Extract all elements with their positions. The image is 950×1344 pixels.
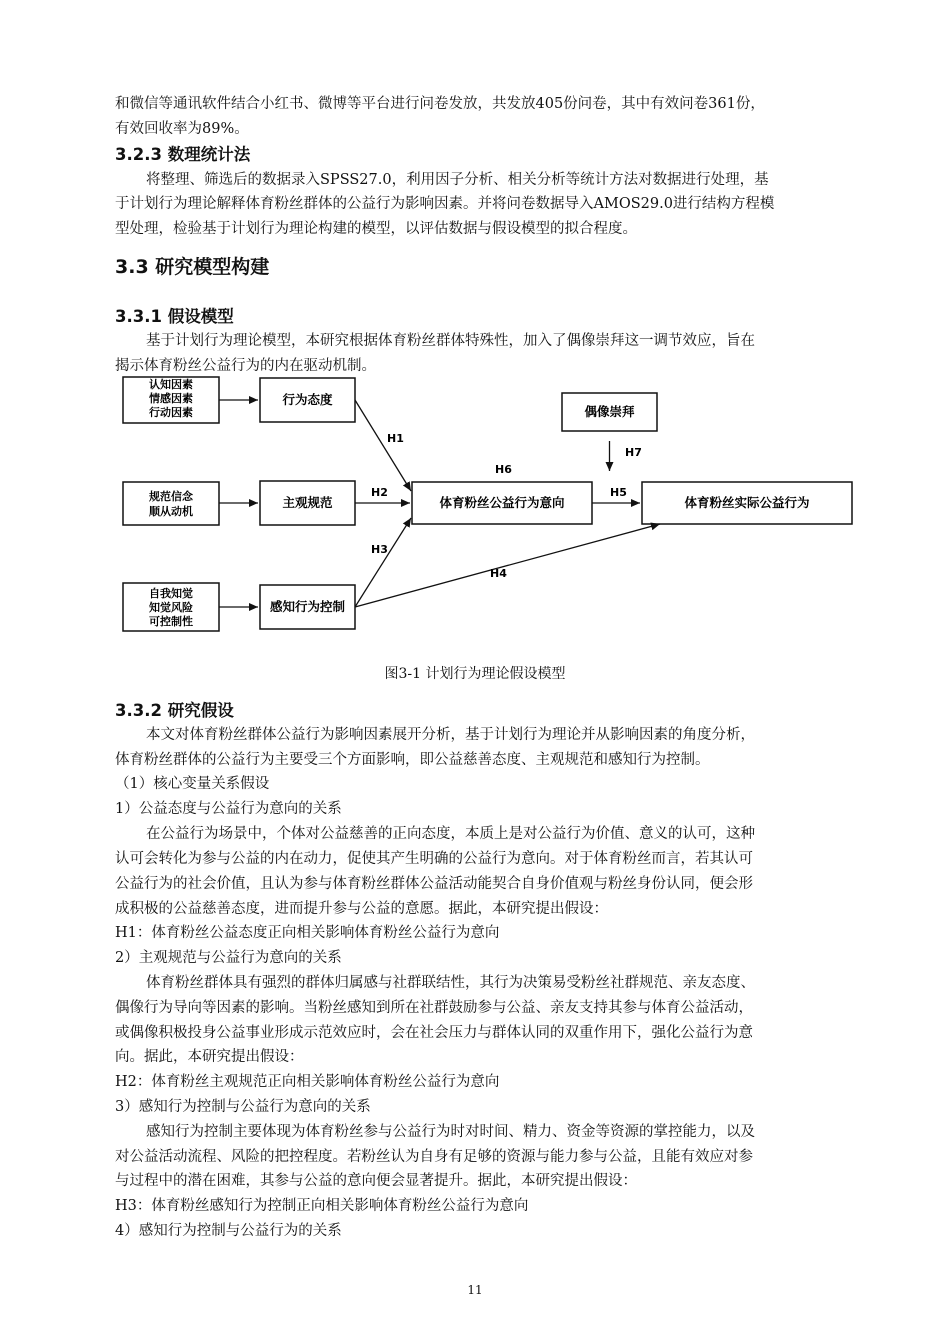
body-text-line: 认可会转化为参与公益的内在动力，促使其产生明确的公益行为意向。对于体育粉丝而言，若其认可 xyxy=(115,851,753,867)
node-idol-worship xyxy=(562,393,657,431)
hypothesis-model-diagram xyxy=(115,375,865,645)
svg-text:主观规范: 主观规范 xyxy=(282,495,333,510)
body-text-line: 本文对体育粉丝群体公益行为影响因素展开分析，基于计划行为理论并从影响因素的角度分析， xyxy=(146,727,755,743)
arrow-h4 xyxy=(355,524,660,607)
source-factor-label: 行动因素 xyxy=(149,406,193,419)
body-text-line: 体育粉丝群体的公益行为主要受三个方面影响，即公益慈善态度、主观规范和感知行为控制。 xyxy=(115,752,710,768)
source-factor-label: 知觉风险 xyxy=(149,601,193,614)
hypothesis-label-h2: H2 xyxy=(371,486,388,499)
source-factor-label: 认知因素 xyxy=(149,378,193,391)
body-text-line: 于计划行为理论解释体育粉丝群体的公益行为影响因素。并将问卷数据导入AMOS29.0进行结构方程模 xyxy=(115,196,775,212)
body-text-line: 对公益活动流程、风险的把控程度。若粉丝认为自身有足够的资源与能力参与公益，且能有效应对参 xyxy=(115,1149,753,1165)
svg-text:体育粉丝实际公益行为: 体育粉丝实际公益行为 xyxy=(684,495,810,510)
svg-text:偶像崇拜: 偶像崇拜 xyxy=(584,404,635,419)
body-text-line: 成积极的公益慈善态度，进而提升参与公益的意愿。据此，本研究提出假设： xyxy=(115,901,608,917)
node-behavior xyxy=(642,482,852,524)
source-factor-label: 自我知觉 xyxy=(149,587,193,600)
body-text-line: 偶像行为导向等因素的影响。当粉丝感知到所在社群鼓励参与公益、亲友支持其参与体育公益活动， xyxy=(115,1000,753,1016)
hypothesis-statement: H3：体育粉丝感知行为控制正向相关影响体育粉丝公益行为意向 xyxy=(115,1198,529,1214)
body-text-line: 有效回收率为89%。 xyxy=(115,121,249,137)
body-text-line: 将整理、筛选后的数据录入SPSS27.0，利用因子分析、相关分析等统计方法对数据进行处理，基 xyxy=(146,172,769,188)
svg-text:体育粉丝公益行为意向: 体育粉丝公益行为意向 xyxy=(439,495,565,510)
hypothesis-statement: H1：体育粉丝公益态度正向相关影响体育粉丝公益行为意向 xyxy=(115,925,500,941)
hypothesis-label-h3: H3 xyxy=(371,543,388,556)
subsection-label: （1）核心变量关系假设 xyxy=(115,776,270,792)
body-text-line: 揭示体育粉丝公益行为的内在驱动机制。 xyxy=(115,358,376,374)
subsection-label: 2）主观规范与公益行为意向的关系 xyxy=(115,950,342,966)
body-text-line: 向。据此，本研究提出假设： xyxy=(115,1049,304,1065)
svg-text:行为态度: 行为态度 xyxy=(282,392,333,407)
section-heading-3-3-1: 3.3.1 假设模型 xyxy=(115,307,234,326)
hypothesis-statement: H2：体育粉丝主观规范正向相关影响体育粉丝公益行为意向 xyxy=(115,1074,500,1090)
hypothesis-label-h1: H1 xyxy=(387,432,404,445)
body-text-line: 公益行为的社会价值，且认为参与体育粉丝群体公益活动能契合自身价值观与粉丝身份认同，便会形 xyxy=(115,876,753,892)
body-text-line: 型处理，检验基于计划行为理论构建的模型，以评估数据与假设模型的拟合程度。 xyxy=(115,221,637,237)
figure-caption: 图3-1 计划行为理论假设模型 xyxy=(384,666,566,682)
body-text-line: 体育粉丝群体具有强烈的群体归属感与社群联结性，其行为决策易受粉丝社群规范、亲友态度、 xyxy=(146,975,755,991)
hypothesis-label-h4: H4 xyxy=(490,567,507,580)
arrow-h1 xyxy=(355,400,411,491)
body-text-line: 和微信等通讯软件结合小红书、微博等平台进行问卷发放，共发放405份问卷，其中有效问卷361份， xyxy=(115,96,765,112)
body-text-line: 在公益行为场景中，个体对公益慈善的正向态度，本质上是对公益行为价值、意义的认可，这种 xyxy=(146,826,755,842)
node-attitude xyxy=(260,378,355,422)
body-text-line: 或偶像积极投身公益事业形成示范效应时，会在社会压力与群体认同的双重作用下，强化公益行为意 xyxy=(115,1025,753,1041)
source-box-control xyxy=(123,583,219,631)
node-intention xyxy=(412,482,592,524)
source-factor-label: 顺从动机 xyxy=(149,505,193,518)
hypothesis-label-h6: H6 xyxy=(495,463,512,476)
section-heading-3-3-2: 3.3.2 研究假设 xyxy=(115,701,234,720)
subsection-label: 4）感知行为控制与公益行为的关系 xyxy=(115,1223,342,1239)
section-heading-3-2-3: 3.2.3 数理统计法 xyxy=(115,145,251,164)
page-number: 11 xyxy=(467,1283,483,1297)
body-text-line: 感知行为控制主要体现为体育粉丝参与公益行为时对时间、精力、资金等资源的掌控能力，以及 xyxy=(146,1124,755,1140)
source-factor-label: 可控制性 xyxy=(149,615,193,628)
hypothesis-label-h7: H7 xyxy=(625,446,642,459)
source-factor-label: 规范信念 xyxy=(149,490,193,503)
subsection-label: 1）公益态度与公益行为意向的关系 xyxy=(115,801,342,817)
subsection-label: 3）感知行为控制与公益行为意向的关系 xyxy=(115,1099,371,1115)
hypothesis-label-h5: H5 xyxy=(610,486,627,499)
body-text-line: 基于计划行为理论模型，本研究根据体育粉丝群体特殊性，加入了偶像崇拜这一调节效应，旨在 xyxy=(146,333,755,349)
svg-text:感知行为控制: 感知行为控制 xyxy=(269,599,346,614)
node-subjective-norm xyxy=(260,481,355,525)
source-box-norm xyxy=(123,482,219,525)
source-factor-label: 情感因素 xyxy=(149,392,193,405)
body-text-line: 与过程中的潜在困难，其参与公益的意向便会显著提升。据此，本研究提出假设： xyxy=(115,1173,637,1189)
section-heading-3-3: 3.3 研究模型构建 xyxy=(115,256,270,278)
source-box-attitude xyxy=(123,377,219,423)
node-perceived-control xyxy=(260,585,355,629)
